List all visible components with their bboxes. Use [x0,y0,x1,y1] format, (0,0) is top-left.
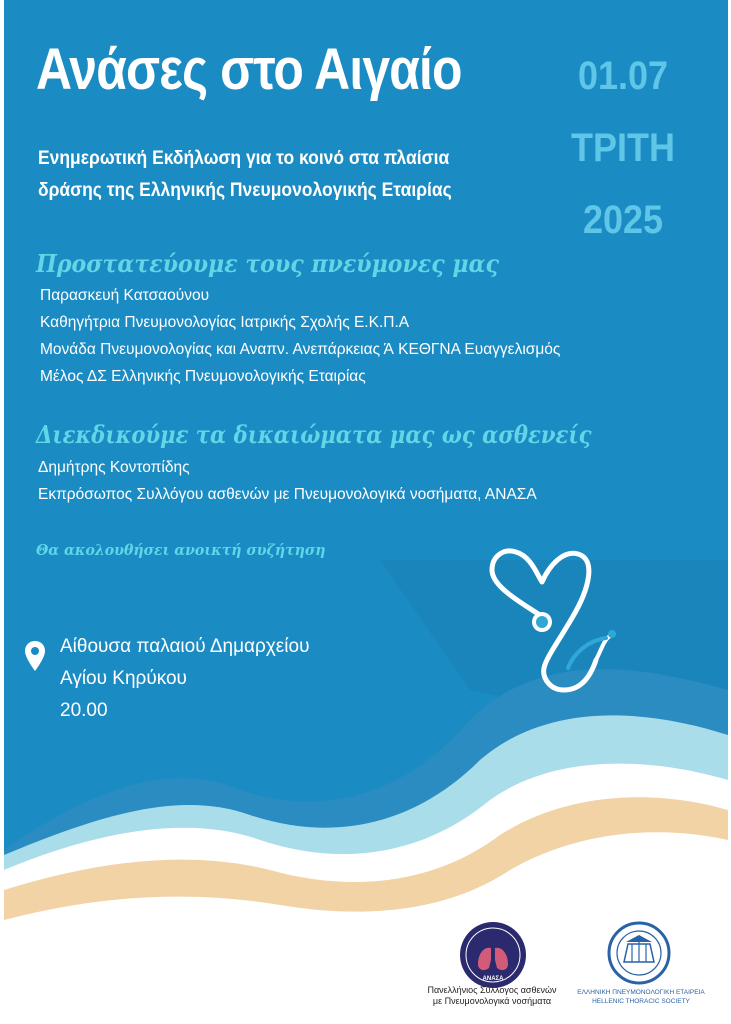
anasa-logo [458,920,528,990]
society-caption [566,988,716,1006]
venue-hall: Αίθουσα παλαιού Δημαρχείου [60,636,310,657]
subtitle-line-2: δράσης της Ελληνικής Πνευμονολογικής Εταιρίας [38,180,452,201]
speaker-1-membership: Μέλος ΔΣ Ελληνικής Πνευμονολογικής Εταιρίας [40,368,366,385]
hellenic-society-logo [606,920,672,990]
date-weekday: ΤΡΙΤΗ [570,126,675,170]
venue-info [60,631,309,727]
event-time: 20.00 [60,700,108,721]
venue-place: Αγίου Κηρύκου [60,668,187,689]
section-1-title: Προστατεύουμε τους πνεύμονες μας [36,249,499,278]
poster-title: Ανάσες στο Αιγαίο [36,37,462,102]
section-1-speaker [40,282,560,390]
subtitle-line-1: Ενημερωτική Εκδήλωση για το κοινό στα πλαίσια [38,148,450,169]
poster-subtitle [38,143,452,207]
speaker-2-name: Δημήτρης Κοντοπίδης [38,459,190,476]
heart-stethoscope-icon [486,540,636,710]
society-caption-line-2: HELLENIC THORACIC SOCIETY [592,998,690,1005]
map-pin-icon [24,640,46,672]
event-date [556,40,691,256]
speaker-1-affiliation: Μονάδα Πνευμονολογίας και Αναπν. Ανεπάρκειας Ά ΚΕΘΓΝΑ Ευαγγελισμός [40,341,561,358]
discussion-note: Θα ακολουθήσει ανοικτή συζήτηση [36,541,326,559]
date-day: 01.07 [577,54,669,98]
anasa-caption-line-2: με Πνευμονολογικά νοσήματα [432,996,552,1006]
society-caption-line-1: ΕΛΛΗΝΙΚΗ ΠΝΕΥΜΟΝΟΛΟΓΙΚΗ ΕΤΑΙΡΕΙΑ [577,989,705,996]
speaker-2-role: Εκπρόσωπος Συλλόγου ασθενών με Πνευμονολογικά νοσήματα, ΑΝΑΣΑ [38,486,537,503]
anasa-logo-text: ΑΝΑΣΑ [482,976,504,982]
section-2-title: Διεκδικούμε τα δικαιώματα μας ως ασθενείς [36,420,592,449]
speaker-1-name: Παρασκευή Κατσαούνου [40,287,210,304]
anasa-caption [412,985,572,1007]
speaker-1-title: Καθηγήτρια Πνευμονολογίας Ιατρικής Σχολής Ε.Κ.Π.Α [40,314,410,331]
section-2-speaker [38,454,537,508]
anasa-caption-line-1: Πανελλήνιος Σύλλογος ασθενών [427,985,557,995]
date-year: 2025 [582,198,664,242]
